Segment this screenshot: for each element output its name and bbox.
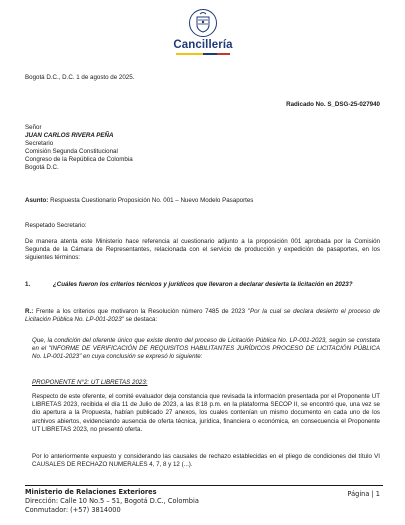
question-text: ¿Cuáles fueron los criterios técnicos y jurídicos que llevaron a declarar desierta la licitación en 2023? [53, 281, 353, 288]
subject-line [25, 197, 253, 205]
intro-paragraph [25, 238, 380, 263]
recipient-commission: Comisión Segunda Constitucional [25, 148, 118, 155]
answer-text-a: Frente a los criterios que motivaron la Resolución número 7485 de 2023 " [33, 308, 250, 315]
coat-of-arms-icon [188, 8, 218, 38]
footer-address: Dirección: Calle 10 No.5 – 51, Bogotá D.C., Colombia [25, 497, 199, 505]
greeting: Respetado Secretario: [25, 222, 87, 229]
answer-label: R.: [25, 308, 34, 315]
evaluation-text: Respecto de este oferente, el comité evaluador deja constancia que revisada la información presentada por el Proponente UT LIBRETAS 2023, recibida el día 11 de Julio de 2023, a las 8:18 p.m. en la plataforma SECOP II, se encontró que, una vez se dio apertura a la Propuesta, habían publicado 27 anexos, los cuales contenían un mismo documento en cada uno de los archivos abiertos, evidenciando ausencia de oferta técnica, jurídica, financiera o económica, en consecuencia el Proponente UT LIBRETAS 2023, no presentó oferta. [32, 393, 380, 433]
conclusion-text: Por lo anteriormente expuesto y considerando las causales de rechazo establecidas en el pliego de condiciones del título VI CAUSALES DE RECHAZO NUMERALES 4, 7, 8 y 12 (...). [32, 453, 380, 469]
logo-text: Cancillería [173, 39, 233, 51]
answer-text-b: " se destaca: [121, 316, 158, 324]
recipient-role: Secretario [25, 140, 54, 147]
date-line: Bogotá D.C., D.C. 1 de agosto de 2025. [25, 74, 135, 81]
question-line [25, 281, 380, 289]
recipient-salutation: Señor [25, 124, 42, 131]
subject-text: Respuesta Cuestionario Proposición No. 001 – Nuevo Modelo Pasaportes [50, 197, 254, 204]
recipient-city: Bogotá D.C. [25, 164, 59, 171]
cancilleria-logo [165, 8, 241, 55]
recipient-name: JUAN CARLOS RIVERA PEÑA [25, 132, 114, 139]
answer-text-italic: Por la cual se declara desierto el proceso de Licitación Pública No. LP-001-2023 [25, 308, 380, 324]
question-item [25, 281, 380, 289]
footer-page-number: Página | 1 [347, 490, 380, 498]
flag-stripe [176, 53, 230, 55]
answer-text [25, 308, 380, 324]
footer-divider [25, 485, 383, 486]
evaluation-paragraph [32, 393, 380, 434]
radicado-number: Radicado No. S_DSG-25-027940 [286, 101, 380, 108]
subject-label: Asunto: [25, 197, 49, 204]
footer-ministry: Ministerio de Relaciones Exteriores [25, 488, 157, 496]
question-number: 1. [25, 281, 31, 288]
intro-text: De manera atenta este Ministerio hace referencia al cuestionario adjunto a la proposición 001 aprobada por la Comisión Segunda de la Cámara de Representantes, relacionada con el servicio de producción y expedición de pasaportes, en los siguientes términos: [25, 238, 380, 262]
proponent-heading: PROPONENTE N°2: UT LIBRETAS 2023: [32, 379, 148, 386]
quote-text: Que, la condición del oferente único que existe dentro del proceso de Licitación Pública No. LP-001-2023, según se constata en el "INFORME DE VERIFICACIÓN DE REQUISITOS HABILITANTES JURÍDICOS PROCESO DE LICITACIÓN PÚBLICA No. LP-001-2023" en cuya conclusión se expresó lo siguiente: [32, 337, 380, 361]
quote-paragraph [32, 337, 380, 362]
conclusion-paragraph [32, 453, 380, 469]
footer-phone: Conmutador: (+57) 3814000 [25, 506, 121, 514]
answer-paragraph [25, 308, 380, 324]
recipient-congress: Congreso de la República de Colombia [25, 156, 133, 163]
